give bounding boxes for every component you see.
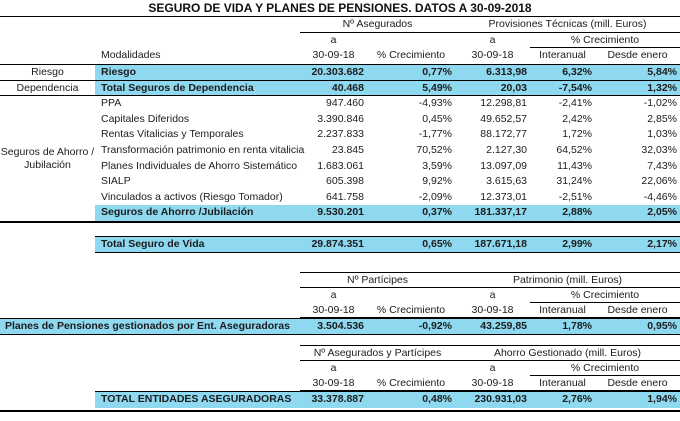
value-cell: 3,59%: [422, 159, 452, 172]
value-cell: 88.172,77: [480, 128, 527, 141]
header-spacer: [0, 346, 300, 361]
value-cell: 29.874.351: [311, 237, 364, 250]
value-cell: 2,85%: [647, 112, 677, 125]
value-cell: 2,99%: [562, 237, 592, 250]
value-cell: 70,52%: [416, 143, 452, 156]
row-label: TOTAL ENTIDADES ASEGURADORAS: [101, 392, 292, 405]
table-row: [0, 65, 680, 81]
row-label: PPA: [101, 97, 122, 110]
col-group-crecimiento: % Crecimiento: [530, 361, 680, 376]
value-cell: 947.460: [326, 97, 364, 110]
col-header-desde-enero: Desde enero: [607, 49, 668, 61]
value-cell: 12.373,01: [480, 190, 527, 203]
table-header-vida: [0, 17, 680, 65]
value-cell: 605.398: [326, 175, 364, 188]
col-header-date: 30-09-18: [312, 303, 355, 316]
row-label: Planes de Pensiones gestionados por Ent. Aseguradoras: [5, 319, 290, 332]
value-cell: 0,48%: [422, 392, 452, 405]
header-spacer: [0, 48, 95, 64]
side-label-riesgo: Riesgo: [31, 66, 64, 78]
col-header-interanual: Interanual: [539, 376, 586, 389]
value-cell: 23.845: [331, 143, 364, 156]
side-label-dependencia: Dependencia: [16, 81, 79, 94]
table-row: [0, 190, 680, 206]
col-header-date: 30-09-18: [471, 376, 514, 389]
value-cell: 43.259,85: [480, 319, 527, 332]
col-header-desde-enero: Desde enero: [607, 303, 668, 316]
row-label: Vinculados a activos (Riesgo Tomador): [101, 190, 283, 203]
value-cell: 1,32%: [595, 81, 680, 96]
col-group-patrimonio: Patrimonio (mill. Euros): [455, 273, 680, 288]
value-cell: 2,05%: [595, 205, 680, 221]
value-cell: 3.615,63: [486, 175, 527, 188]
total-entidades-row: [95, 391, 680, 408]
row-label: Total Seguros de Dependencia: [95, 81, 300, 96]
value-cell: 2,76%: [562, 392, 592, 405]
value-cell: 1,78%: [562, 319, 592, 332]
total-seguro-vida-row: [95, 236, 680, 253]
value-cell: 33.378.887: [311, 392, 364, 405]
value-cell: 9.530.201: [300, 205, 367, 221]
table-row: [0, 96, 680, 112]
value-cell: 181.337,17: [455, 205, 530, 221]
value-cell: 641.758: [326, 190, 364, 203]
col-group-participes: Nº Partícipes: [300, 273, 455, 288]
header-spacer: [0, 361, 300, 376]
col-group-crecimiento: % Crecimiento: [530, 288, 680, 303]
col-header-desde-enero: Desde enero: [607, 376, 668, 389]
col-group-ahorro-gestionado: Ahorro Gestionado (mill. Euros): [455, 346, 680, 361]
value-cell: 1,72%: [562, 128, 592, 141]
value-cell: 3.390.846: [317, 112, 364, 125]
value-cell: -2,41%: [558, 97, 592, 110]
value-cell: 2,17%: [647, 237, 677, 250]
value-cell: -0,92%: [418, 319, 452, 332]
value-cell: 187.671,18: [474, 237, 527, 250]
col-header-a: a: [489, 34, 496, 46]
value-cell: 0,37%: [367, 205, 455, 221]
value-cell: 5,84%: [595, 65, 680, 80]
value-cell: 40.468: [300, 81, 367, 96]
value-cell: -1,02%: [643, 97, 677, 110]
row-label: Rentas Vitalicias y Temporales: [101, 128, 244, 141]
col-group-provisiones: Provisiones Técnicas (mill. Euros): [455, 17, 680, 33]
table-row: [0, 174, 680, 190]
row-label: Seguros de Ahorro /Jubilación: [95, 205, 300, 221]
col-header-date: 30-09-18: [312, 376, 355, 389]
subheader-row: [300, 303, 680, 318]
value-cell: 11,43%: [557, 159, 592, 172]
row-label: SIALP: [101, 175, 131, 188]
row-label: Capitales Diferidos: [101, 112, 190, 125]
col-header-interanual: Interanual: [539, 49, 586, 61]
table-row: [0, 112, 680, 128]
value-cell: 0,45%: [422, 112, 452, 125]
table-header-entidades: [0, 345, 680, 391]
value-cell: 6,32%: [530, 65, 595, 80]
header-spacer: [367, 288, 455, 303]
value-cell: 0,77%: [367, 65, 455, 80]
value-cell: 20,03: [455, 81, 530, 96]
value-cell: -2,09%: [418, 190, 452, 203]
value-cell: -4,46%: [643, 190, 677, 203]
value-cell: 0,95%: [647, 319, 677, 332]
col-header-crecimiento: % Crecimiento: [376, 49, 446, 61]
header-spacer: [0, 303, 300, 318]
col-header-modalidades: Modalidades: [101, 49, 161, 61]
col-header-date: 30-09-18: [471, 303, 514, 316]
value-cell: -2,51%: [558, 190, 592, 203]
page-title: SEGURO DE VIDA Y PLANES DE PENSIONES. DATOS A 30-09-2018: [0, 0, 680, 17]
value-cell: 1,94%: [647, 392, 677, 405]
col-header-crecimiento: % Crecimiento: [376, 376, 446, 389]
value-cell: -1,77%: [418, 128, 452, 141]
vida-table-body: [0, 65, 680, 221]
value-cell: 12.298,81: [480, 97, 527, 110]
col-header-crecimiento: % Crecimiento: [376, 303, 446, 316]
header-spacer: [0, 376, 300, 391]
col-group-asegurados-participes: Nº Asegurados y Partícipes: [300, 346, 455, 361]
value-cell: 0,65%: [422, 237, 452, 250]
value-cell: 22,06%: [641, 175, 677, 188]
side-label-ahorro-jubilacion: Seguros de Ahorro / Jubilación: [0, 145, 95, 171]
header-spacer: [0, 17, 300, 33]
value-cell: 2.237.833: [317, 128, 364, 141]
value-cell: -7,54%: [530, 81, 595, 96]
value-cell: 7,43%: [647, 159, 677, 172]
col-header-a: a: [489, 288, 496, 301]
value-cell: 64,52%: [556, 143, 592, 156]
row-label: Planes Individuales de Ahorro Sistemático: [101, 159, 298, 172]
value-cell: 9,92%: [422, 175, 452, 188]
row-label: Transformación patrimonio en renta vitalicia: [101, 143, 305, 156]
value-cell: 2,42%: [562, 112, 592, 125]
value-cell: 230.931,03: [474, 392, 527, 405]
col-header-a: a: [330, 288, 337, 301]
row-label: Riesgo: [95, 65, 300, 80]
header-spacer: [0, 273, 300, 288]
header-spacer: [0, 288, 300, 303]
header-spacer: [367, 33, 455, 48]
col-group-crecimiento: % Crecimiento: [530, 33, 680, 48]
value-cell: 1,03%: [647, 128, 677, 141]
col-header-date: 30-09-18: [312, 49, 355, 61]
table-row: [0, 143, 680, 159]
value-cell: 6.313,98: [455, 65, 530, 80]
col-header-a: a: [330, 34, 337, 46]
value-cell: -4,93%: [418, 97, 452, 110]
value-cell: 31,24%: [556, 175, 592, 188]
table-header-pensiones: [0, 272, 680, 318]
value-cell: 3.504.536: [317, 319, 364, 332]
value-cell: 49.652,57: [480, 112, 527, 125]
col-header-a: a: [330, 361, 337, 374]
bottom-border-line: [0, 410, 680, 412]
col-header-date: 30-09-18: [471, 49, 514, 61]
value-cell: 5,49%: [367, 81, 455, 96]
col-header-interanual: Interanual: [539, 303, 586, 316]
row-label: Total Seguro de Vida: [101, 237, 205, 250]
value-cell: 32,03%: [641, 143, 677, 156]
table-row: [0, 159, 680, 175]
value-cell: 2.127,30: [486, 143, 527, 156]
col-group-asegurados: Nº Asegurados: [300, 17, 455, 33]
header-spacer: [0, 33, 300, 48]
table-row: [0, 205, 680, 221]
col-header-a: a: [489, 361, 496, 374]
table-row: [0, 127, 680, 143]
value-cell: 20.303.682: [300, 65, 367, 80]
table-row: [0, 81, 680, 97]
header-spacer: [367, 361, 455, 376]
subheader-row: [300, 376, 680, 391]
value-cell: 2,88%: [530, 205, 595, 221]
value-cell: 13.097,09: [480, 159, 527, 172]
planes-pensiones-row: [0, 318, 680, 335]
value-cell: 1.683.061: [317, 159, 364, 172]
